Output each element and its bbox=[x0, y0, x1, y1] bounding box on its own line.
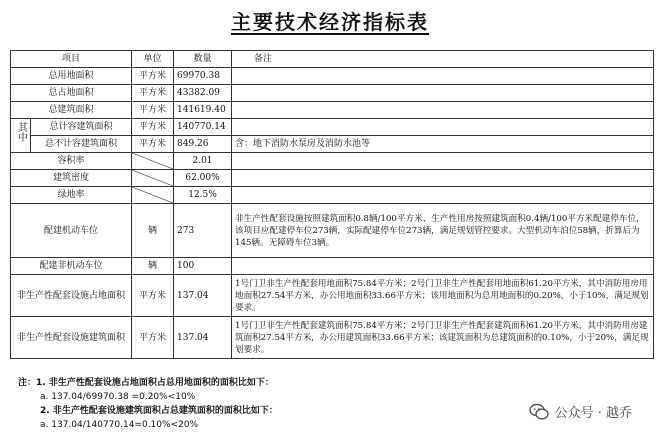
watermark bbox=[529, 402, 632, 421]
row-remark bbox=[232, 68, 654, 85]
header-value: 数量 bbox=[174, 51, 232, 68]
row-value: 12.5% bbox=[174, 187, 232, 204]
unit-slash bbox=[132, 170, 174, 187]
row-unit: 平方米 bbox=[132, 275, 174, 317]
row-label: 绿地率 bbox=[11, 187, 132, 204]
note-2-calc: a. 137.04/140770.14=0.10%<20% bbox=[40, 420, 199, 430]
row-label: 建筑密度 bbox=[11, 170, 132, 187]
unit-slash bbox=[132, 153, 174, 170]
row-value: 141619.40 bbox=[174, 102, 232, 119]
note-1-calc: a. 137.04/69970.38 =0.20%<10% bbox=[40, 392, 196, 402]
header-item: 项目 bbox=[11, 51, 132, 68]
row-remark: 1号门卫非生产性配套建筑面积75.84平方米；2号门卫非生产性配套建筑面积61.20平方米，其中消防用房建筑面积27.54平方米，办公用建筑面积33.66平方米；该建筑面积为总建筑面积的0.10%，小于20%，满足规划要求。 bbox=[232, 317, 654, 359]
row-remark bbox=[232, 119, 654, 136]
row-value: 137.04 bbox=[174, 275, 232, 317]
wechat-icon bbox=[529, 403, 549, 421]
unit-slash bbox=[132, 187, 174, 204]
row-unit: 辆 bbox=[132, 204, 174, 258]
row-unit: 平方米 bbox=[132, 136, 174, 153]
row-value: 100 bbox=[174, 258, 232, 275]
row-remark bbox=[232, 258, 654, 275]
table-header-row bbox=[11, 51, 654, 68]
header-unit: 单位 bbox=[132, 51, 174, 68]
note-1-heading: 注：1. 非生产性配套设施占地面积占总用地面积的面积比如下： bbox=[18, 378, 274, 388]
table-row bbox=[11, 258, 654, 275]
row-label: 总用地面积 bbox=[11, 68, 132, 85]
row-unit: 平方米 bbox=[132, 102, 174, 119]
row-label: 总不计容建筑面积 bbox=[31, 136, 132, 153]
page-title: 主要技术经济指标表 bbox=[231, 10, 429, 34]
row-remark bbox=[232, 170, 654, 187]
row-label: 总占地面积 bbox=[11, 85, 132, 102]
row-value: 69970.38 bbox=[174, 68, 232, 85]
row-label: 总计容建筑面积 bbox=[31, 119, 132, 136]
row-unit: 平方米 bbox=[132, 68, 174, 85]
row-value: 849.26 bbox=[174, 136, 232, 153]
table-row bbox=[11, 136, 654, 153]
row-unit: 平方米 bbox=[132, 119, 174, 136]
row-unit: 平方米 bbox=[132, 85, 174, 102]
row-label: 配建非机动车位 bbox=[11, 258, 132, 275]
watermark-text: 公众号 · 越乔 bbox=[554, 406, 632, 421]
row-label: 容积率 bbox=[11, 153, 132, 170]
row-label: 非生产性配套设施建筑面积 bbox=[11, 317, 132, 359]
row-value: 43382.09 bbox=[174, 85, 232, 102]
table-row bbox=[11, 68, 654, 85]
row-label: 总建筑面积 bbox=[11, 102, 132, 119]
header-remark: 备注 bbox=[232, 51, 654, 68]
table-row bbox=[11, 102, 654, 119]
row-value: 2.01 bbox=[174, 153, 232, 170]
table-row bbox=[11, 119, 654, 136]
row-unit: 平方米 bbox=[132, 317, 174, 359]
table-row bbox=[11, 275, 654, 317]
table-row bbox=[11, 85, 654, 102]
row-remark bbox=[232, 153, 654, 170]
note-2-heading: 2. 非生产性配套设施建筑面积占总建筑面积的面积比如下： bbox=[40, 406, 278, 416]
indicator-table bbox=[10, 50, 654, 359]
row-value: 273 bbox=[174, 204, 232, 258]
table-row bbox=[11, 204, 654, 258]
row-value: 62.00% bbox=[174, 170, 232, 187]
table-row bbox=[11, 153, 654, 170]
row-remark: 含：地下消防水泵房及消防水池等 bbox=[232, 136, 654, 153]
row-value: 137.04 bbox=[174, 317, 232, 359]
table-row bbox=[11, 170, 654, 187]
table-row bbox=[11, 187, 654, 204]
group-label: 其中 bbox=[11, 119, 31, 153]
footnotes bbox=[18, 376, 278, 432]
row-remark bbox=[232, 85, 654, 102]
row-remark bbox=[232, 102, 654, 119]
row-unit: 辆 bbox=[132, 258, 174, 275]
row-remark: 非生产性配套设施按照建筑面积0.8辆/100平方米、生产性用房按照建筑面积0.4辆/100平方米配建停车位，该项目应配建停车位273辆，实际配建停车位273辆，满足规划管控要求。大型机动车泊位58辆，折算后为145辆。无障碍车位3辆。 bbox=[232, 204, 654, 258]
row-label: 非生产性配套设施占地面积 bbox=[11, 275, 132, 317]
row-remark bbox=[232, 187, 654, 204]
row-remark: 1号门卫非生产性配套用地面积75.84平方米；2号门卫非生产性配套用地面积61.20平方米，其中消防用房用地面积27.54平方米，办公用地面积33.66平方米；该用地面积为总用地面积的0.20%，小于10%，满足规划要求。 bbox=[232, 275, 654, 317]
row-value: 140770.14 bbox=[174, 119, 232, 136]
table-row bbox=[11, 317, 654, 359]
row-label: 配建机动车位 bbox=[11, 204, 132, 258]
